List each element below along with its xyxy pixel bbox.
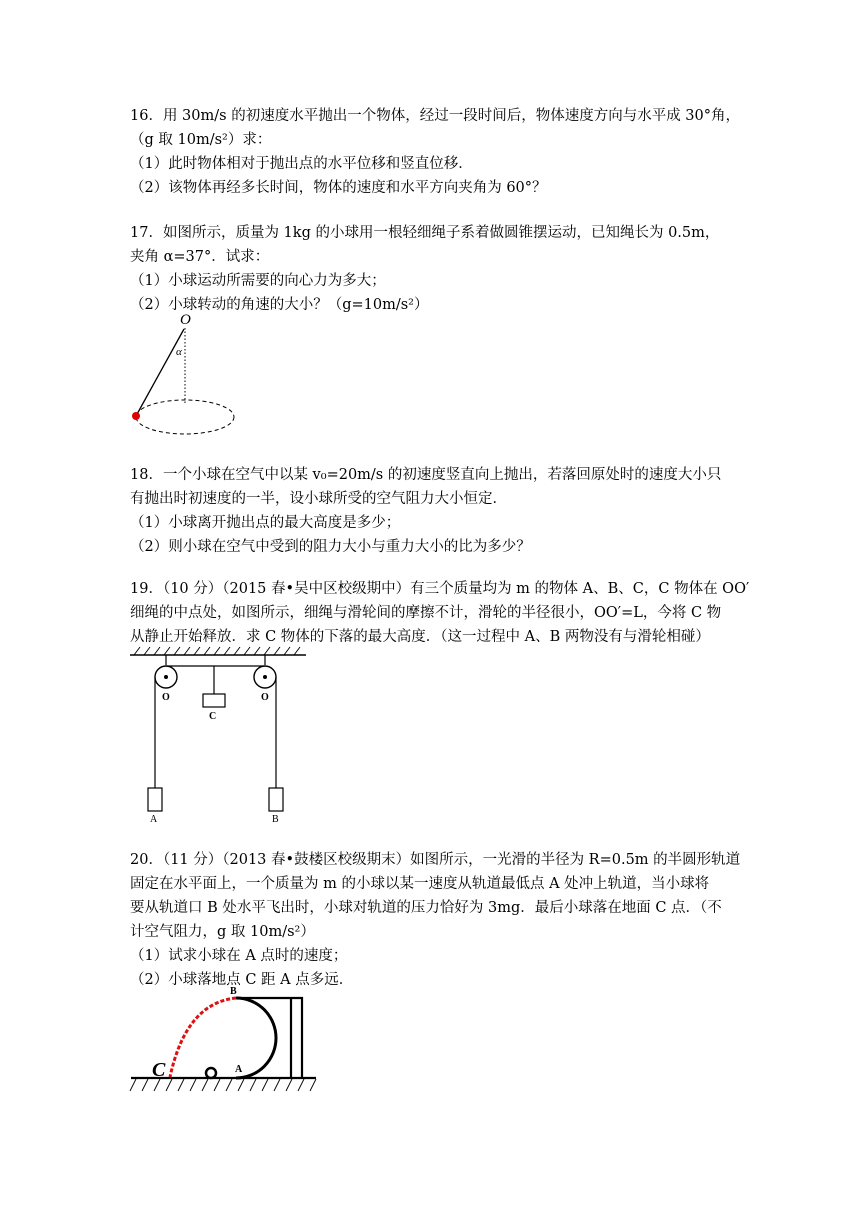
right-pulley-axle (263, 675, 267, 679)
block-c (203, 694, 225, 707)
q17-line-4: （2）小球转动的角速的大小？（g=10m/s²） (130, 297, 429, 313)
pendulum-string (136, 329, 184, 416)
label-b: B (230, 986, 237, 997)
question-17 (130, 221, 730, 317)
label-c: C (209, 711, 217, 722)
label-alpha: α (176, 346, 182, 358)
q16-line-1: 16．用 30m/s 的初速度水平抛出一个物体，经过一段时间后，物体速度方向与水平成 30°角， (130, 108, 741, 124)
q19-line-2: 细绳的中点处，如图所示，细绳与滑轮间的摩擦不计，滑轮的半径很小，OO′=L，今将 C 物 (130, 605, 722, 621)
q19-line-3: 从静止开始释放．求 C 物体的下落的最大高度．（这一过程中 A、B 两物没有与滑轮相碰） (130, 629, 710, 645)
question-19 (130, 577, 750, 649)
label-a: A (150, 814, 158, 825)
label-c: C (152, 1059, 166, 1081)
ceiling-hatching (134, 647, 300, 655)
question-20 (130, 848, 741, 992)
ball (206, 1068, 216, 1078)
semicircle-track-figure (128, 985, 323, 1097)
trajectory-path (170, 998, 236, 1077)
label-a: A (235, 1064, 243, 1075)
q16-line-3: （1）此时物体相对于抛出点的水平位移和竖直位移． (130, 156, 473, 172)
q20-line-6: （2）小球落地点 C 距 A 点多远． (130, 972, 354, 988)
q16-line-2: （g 取 10m/s²）求： (130, 132, 272, 148)
label-o-left: O (162, 692, 170, 703)
q20-line-2: 固定在水平面上，一个质量为 m 的小球以某一速度从轨道最低点 A 处冲上轨道，当小球将 (130, 876, 710, 892)
track-frame (236, 998, 302, 1078)
q16-line-4: （2）该物体再经多长时间，物体的速度和水平方向夹角为 60°？ (130, 180, 547, 196)
pulley-system-figure (128, 645, 308, 825)
circular-path (136, 400, 234, 434)
q19-line-1: 19．（10 分）（2015 春•吴中区校级期中）有三个质量均为 m 的物体 A、B、C，C 物体在 OO′ (130, 581, 750, 597)
q18-line-4: （2）则小球在空气中受到的阻力大小与重力大小的比为多少？ (130, 539, 531, 555)
question-16 (130, 104, 741, 200)
label-o-right: O (261, 692, 269, 703)
q17-line-3: （1）小球运动所需要的向心力为多大； (130, 273, 386, 289)
left-pulley-axle (164, 675, 168, 679)
block-a (148, 788, 162, 811)
q18-line-2: 有抛出时初速度的一半，设小球所受的空气阻力大小恒定． (130, 491, 507, 507)
label-b: B (272, 814, 279, 825)
pendulum-ball (132, 412, 140, 420)
question-18 (130, 463, 730, 559)
q17-line-1: 17．如图所示，质量为 1kg 的小球用一根轻细绳子系着做圆锥摆运动，已知绳长为 0.5m， (130, 225, 720, 241)
q20-line-5: （1）试求小球在 A 点时的速度； (130, 948, 348, 964)
block-b (269, 788, 283, 811)
q20-line-3: 要从轨道口 B 处水平飞出时，小球对轨道的压力恰好为 3mg．最后小球落在地面 C 点．（不 (130, 900, 722, 916)
q18-line-1: 18．一个小球在空气中以某 v₀=20m/s 的初速度竖直向上抛出，若落回原处时的速度大小只 (130, 467, 722, 483)
q18-line-3: （1）小球离开抛出点的最大高度是多少； (130, 515, 401, 531)
q20-line-4: 计空气阻力，g 取 10m/s²） (130, 924, 315, 940)
q17-line-2: 夹角 α=37°．试求： (130, 249, 270, 265)
label-o: O (180, 312, 191, 328)
conical-pendulum-figure (125, 308, 245, 442)
q20-line-1: 20．（11 分）（2013 春•鼓楼区校级期末）如图所示，一光滑的半径为 R=0.5m 的半圆形轨道 (130, 852, 741, 868)
